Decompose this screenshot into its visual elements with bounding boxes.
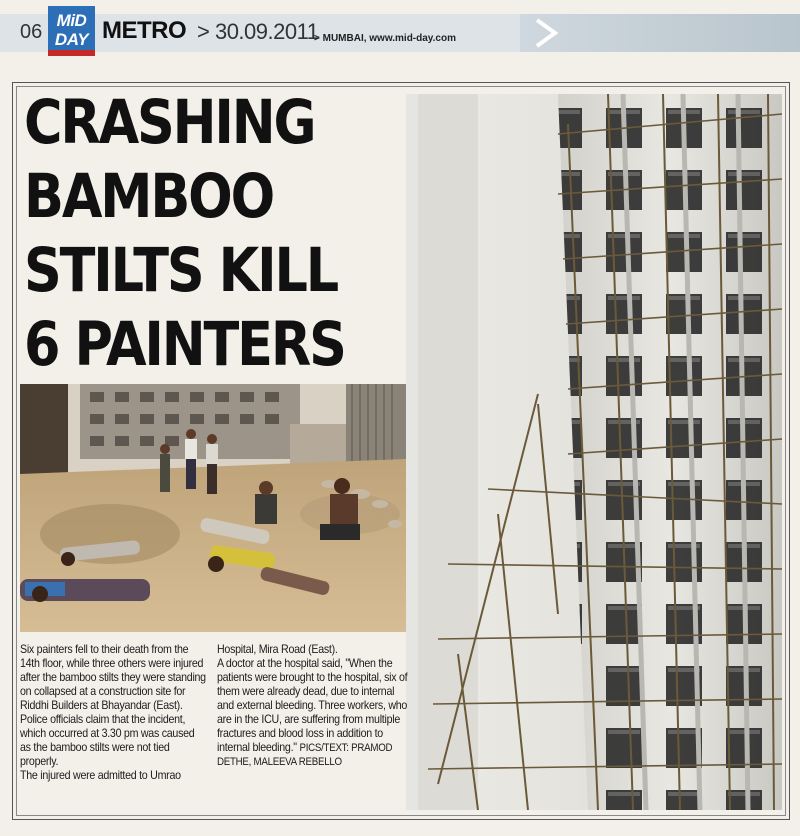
section-name: METRO [102,17,187,44]
headline-line-3: STILTS KILL [24,235,338,306]
dateline: > MUMBAI, www.mid-day.com [314,33,456,44]
headline-line-1: CRASHING [24,87,315,158]
doctor-quote: A doctor at the hospital said, "When the patients were brought to the hospital, six of them were already dead, due to internal and external bleeding. Three workers, who are in the ICU, are suffering from multiple fractures and blood loss in addition to internal bleeding." [217,657,408,754]
mid-day-logo [48,6,95,56]
article-paragraph-3: Hospital, Mira Road (East). [217,643,338,656]
page-number: 06 [20,21,43,43]
accident-site-photo [20,384,406,632]
chevron-right-icon [533,18,563,48]
headline-line-4: 6 PAINTERS [24,309,345,380]
article-paragraph-4 [217,657,410,769]
headline [24,86,368,382]
headline-line-2: BAMBOO [24,161,274,232]
building-scaffolding-photo [418,94,782,810]
page-header [0,0,800,60]
logo-red-bar [48,50,95,56]
logo-line-2: DAY [54,30,89,49]
issue-date: > 30.09.2011 [197,19,319,44]
article-body-column-2 [217,643,410,769]
photo-credit: PICS/TEXT: PRAMOD DETHE, MALEEVA REBELLO [217,742,393,768]
article-body-column-1 [20,643,207,783]
article-paragraph-1: Six painters fell to their death from the 14th floor, while three others were injured after the bamboo stilts they were standing on collapsed at a construction site for Riddhi Builders at Bhayandar (East). Police officials claim that the incident, which occurred at 3.30 pm was caused as the bamboo stilts were not tied properly. [20,643,206,768]
logo-line-1: MiD [56,11,87,30]
article-paragraph-2: The injured were admitted to Umrao [20,769,181,782]
